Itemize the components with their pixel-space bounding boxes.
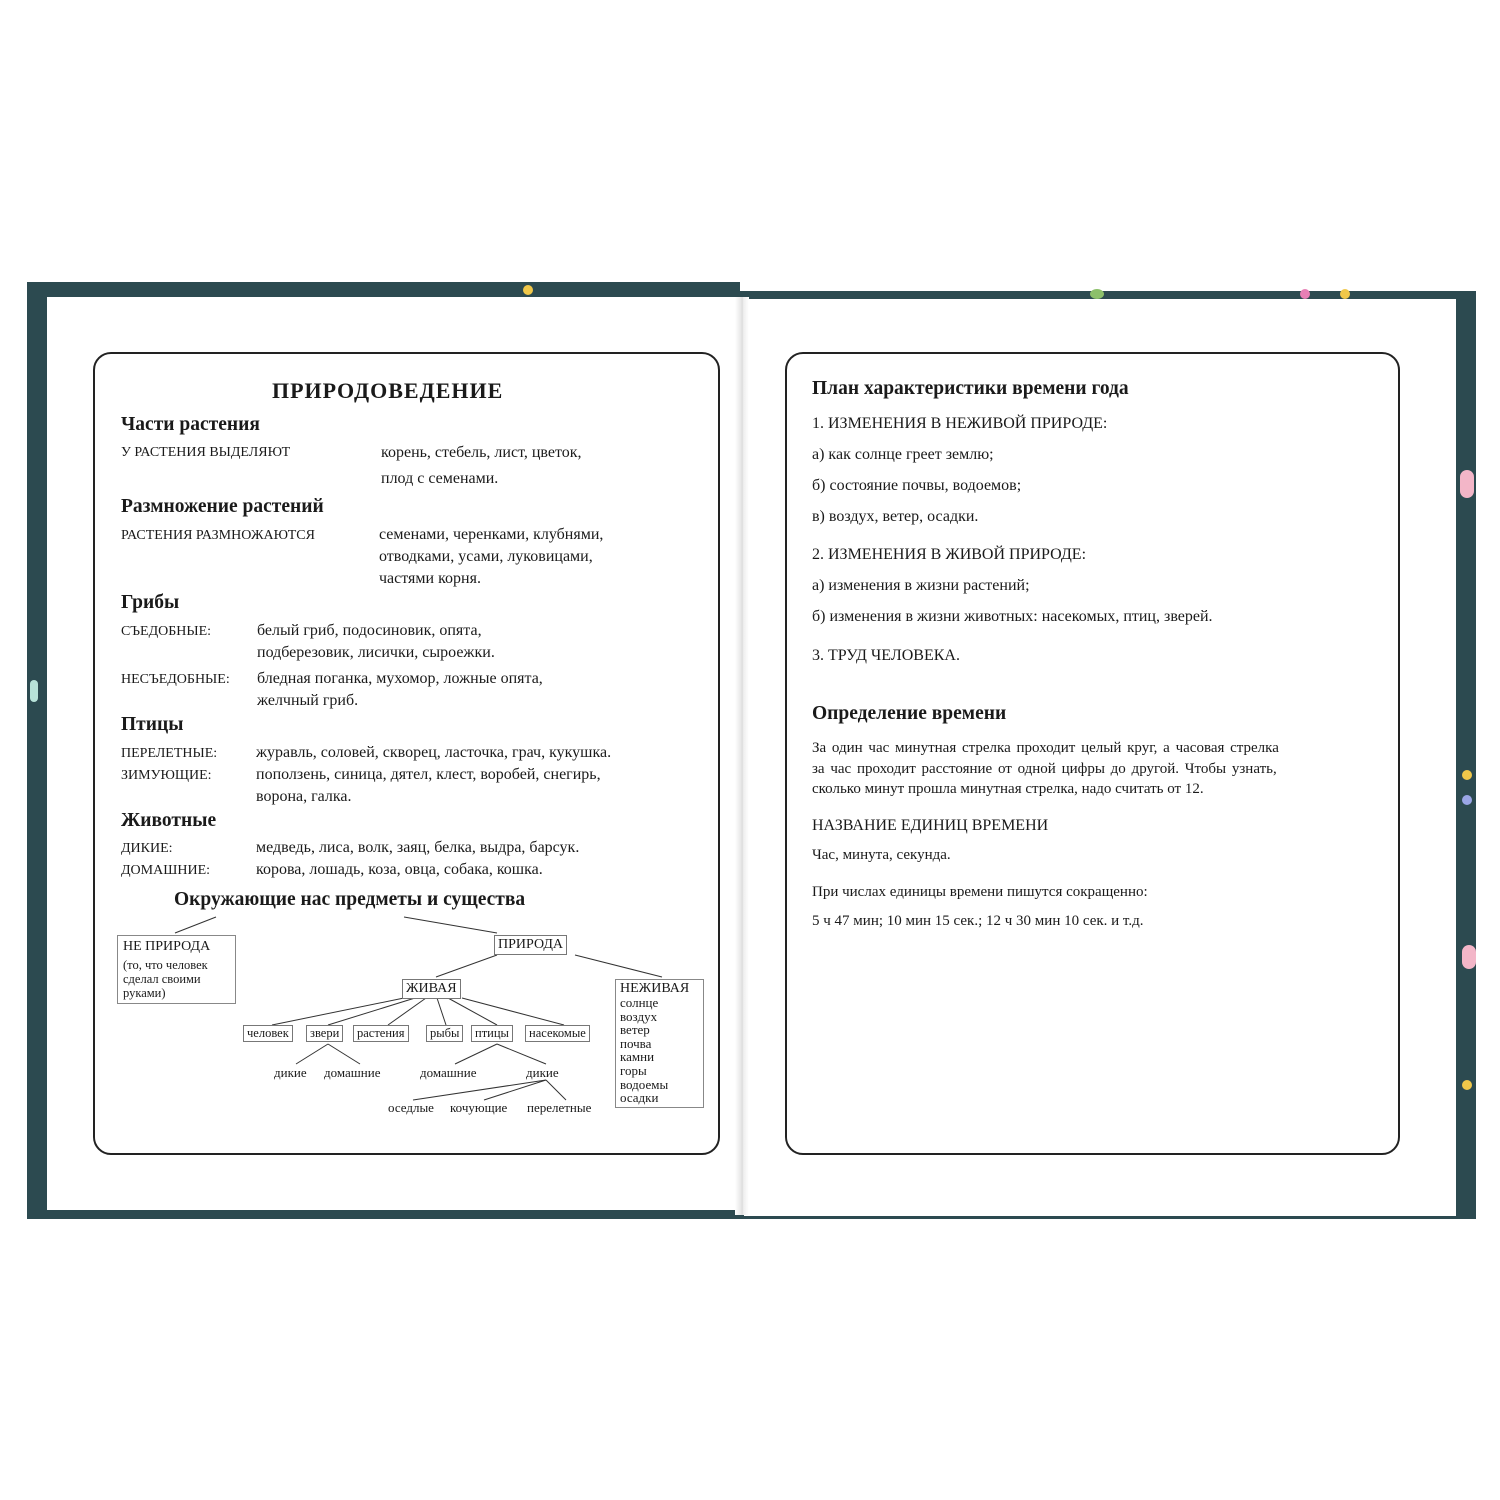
animals-heading: Животные (121, 810, 217, 831)
plant-reproduction-line: частями корня. (379, 570, 481, 587)
nonliving-item: воздух (620, 1009, 658, 1024)
plant-reproduction-label: РАСТЕНИЯ РАЗМНОЖАЮТСЯ (121, 528, 315, 543)
birds-domestic: домашние (420, 1065, 477, 1080)
plant-parts-line: плод с семенами. (381, 470, 499, 487)
season-plan-item: б) изменения в жизни животных: насекомых, птиц, зверей. (812, 608, 1213, 625)
plant-parts-label: У РАСТЕНИЯ ВЫДЕЛЯЮТ (121, 445, 291, 460)
season-plan-item: 3. ТРУД ЧЕЛОВЕКА. (812, 647, 960, 664)
wild-label: ДИКИЕ: (121, 841, 173, 856)
nature-node: ПРИРОДА (494, 935, 567, 955)
inedible-line: бледная поганка, мухомор, ложные опята, (257, 670, 543, 687)
domestic-line: корова, лошадь, коза, овца, собака, кошка. (256, 861, 543, 878)
plant-reproduction-heading: Размножение растений (121, 496, 324, 517)
season-plan-item: б) состояние почвы, водоемов; (812, 477, 1022, 494)
time-units: Час, минута, секунда. (812, 847, 951, 863)
wild-birds-settled: оседлые (388, 1100, 434, 1115)
edible-line: подберезовик, лисички, сыроежки. (257, 644, 495, 661)
edible-label: СЪЕДОБНЫЕ: (121, 624, 212, 639)
time-paragraph-line: за час проходит расстояние от одной цифры до другой. Чтобы узнать, (812, 761, 1277, 777)
group-birds: птицы (471, 1025, 513, 1042)
season-plan-heading: План характеристики времени года (812, 378, 1129, 399)
inedible-line: желчный гриб. (257, 692, 359, 709)
birds-wild: дикие (526, 1065, 559, 1080)
migratory-label: ПЕРЕЛЕТНЫЕ: (121, 746, 218, 761)
time-units-heading: НАЗВАНИЕ ЕДИНИЦ ВРЕМЕНИ (812, 817, 1049, 834)
plant-reproduction-line: семенами, черенками, клубнями, (379, 526, 604, 543)
group-insects: насекомые (525, 1025, 590, 1042)
domestic-label: ДОМАШНИЕ: (121, 863, 211, 878)
nonliving-title: НЕЖИВАЯ (620, 981, 690, 996)
wintering-line: ворона, галка. (256, 788, 352, 805)
not-nature-line: сделал своими (123, 972, 201, 986)
season-plan-item: 1. ИЗМЕНЕНИЯ В НЕЖИВОЙ ПРИРОДЕ: (812, 415, 1108, 432)
wild-birds-migratory: перелетные (527, 1100, 592, 1115)
beasts-domestic: домашние (324, 1065, 381, 1080)
nonliving-item: осадки (620, 1090, 659, 1105)
nonliving-item: ветер (620, 1022, 650, 1037)
wintering-label: ЗИМУЮЩИЕ: (121, 768, 212, 783)
plant-reproduction-line: отводками, усами, луковицами, (379, 548, 593, 565)
not-nature-line: (то, что человек (123, 958, 208, 972)
nonliving-item: камни (620, 1049, 655, 1064)
birds-heading: Птицы (121, 714, 184, 735)
time-abbrev-intro: При числах единицы времени пишутся сокращенно: (812, 884, 1148, 900)
mushrooms-heading: Грибы (121, 592, 180, 613)
wild-line: медведь, лиса, волк, заяц, белка, выдра, барсук. (256, 839, 580, 856)
not-nature-line: руками) (123, 986, 166, 1000)
living-node: ЖИВАЯ (402, 979, 461, 999)
season-plan-item: а) изменения в жизни растений; (812, 577, 1030, 594)
not-nature-title: НЕ ПРИРОДА (123, 939, 211, 954)
time-abbrev-examples: 5 ч 47 мин; 10 мин 15 сек.; 12 ч 30 мин 10 сек. и т.д. (812, 913, 1144, 929)
edible-line: белый гриб, подосиновик, опята, (257, 622, 482, 639)
nonliving-item: почва (620, 1036, 652, 1051)
group-beasts: звери (306, 1025, 343, 1042)
group-plants: растения (353, 1025, 409, 1042)
time-paragraph-line: сколько минут прошла минутная стрелка, надо считать от 12. (812, 781, 1204, 797)
inedible-label: НЕСЪЕДОБНЫЕ: (121, 672, 230, 687)
nonliving-item: горы (620, 1063, 647, 1078)
season-plan-item: а) как солнце греет землю; (812, 446, 994, 463)
nonliving-item: водоемы (620, 1077, 669, 1092)
group-fish: рыбы (426, 1025, 463, 1042)
plant-parts-heading: Части растения (121, 414, 260, 435)
group-human: человек (243, 1025, 293, 1042)
time-paragraph-line: За один час минутная стрелка проходит целый круг, а часовая стрелка (812, 740, 1279, 756)
beasts-wild: дикие (274, 1065, 307, 1080)
wintering-line: поползень, синица, дятел, клест, воробей, снегирь, (256, 766, 601, 783)
plant-parts-line: корень, стебель, лист, цветок, (381, 444, 582, 461)
migratory-line: журавль, соловей, скворец, ласточка, грач, кукушка. (256, 744, 612, 761)
wild-birds-nomadic: кочующие (450, 1100, 508, 1115)
diagram-heading: Окружающие нас предметы и существа (174, 889, 526, 910)
nonliving-item: солнце (620, 995, 659, 1010)
page-title: ПРИРОДОВЕДЕНИЕ (272, 378, 504, 403)
season-plan-item: 2. ИЗМЕНЕНИЯ В ЖИВОЙ ПРИРОДЕ: (812, 546, 1087, 563)
season-plan-item: в) воздух, ветер, осадки. (812, 508, 979, 525)
time-heading: Определение времени (812, 703, 1007, 724)
